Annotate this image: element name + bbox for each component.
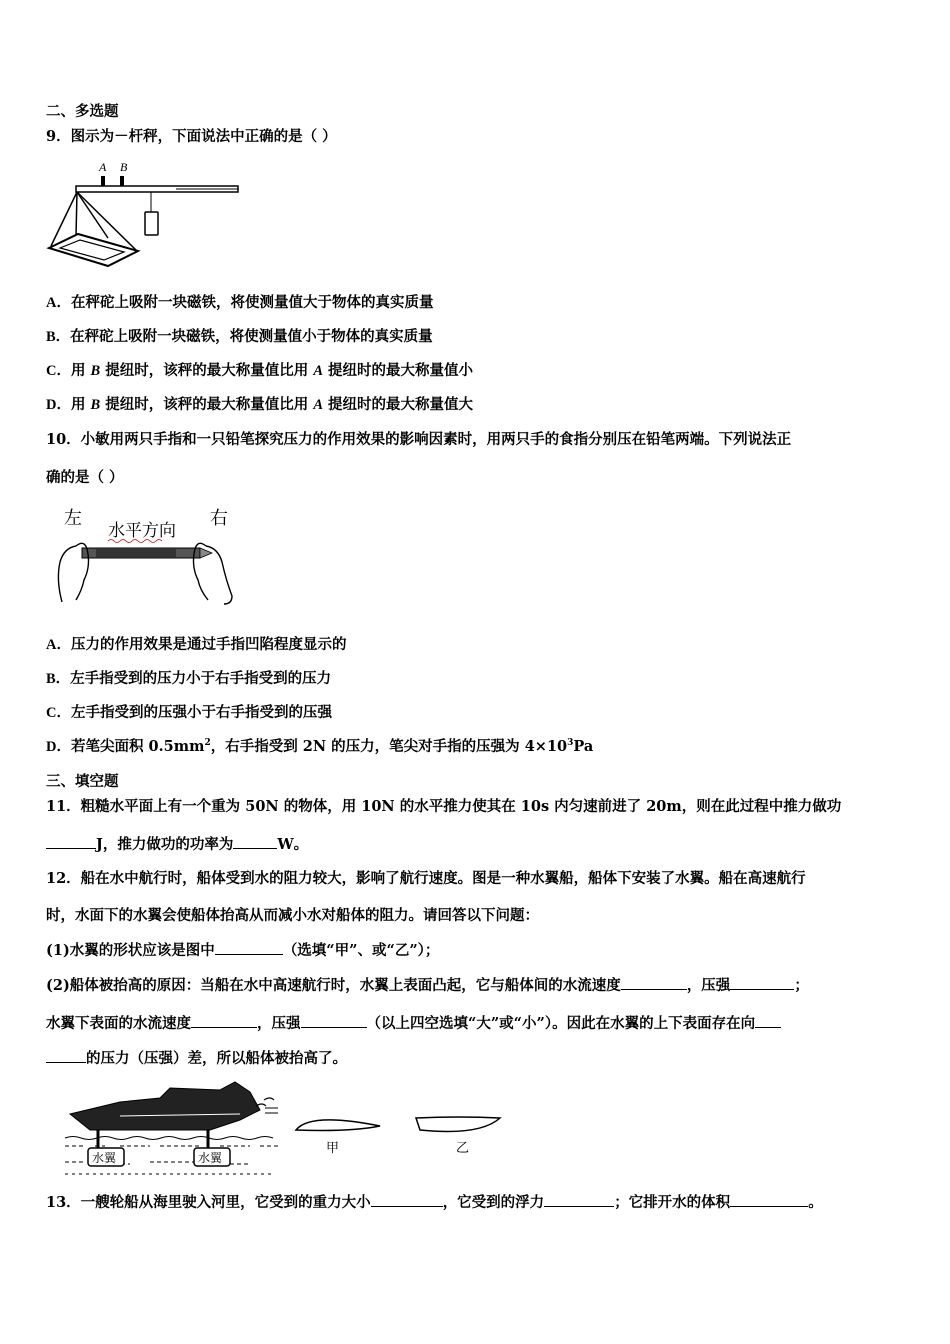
question-12-sub4 <box>46 1048 347 1069</box>
q10-option-a[interactable] <box>46 635 346 655</box>
question-12-sub2 <box>46 975 809 996</box>
option-text: 提纽时的最大称量值大 <box>323 396 474 413</box>
option-text: ，右手指受到 2N 的压力，笔尖对手指的压强为 4×10 <box>210 738 568 755</box>
option-text: 提纽时，该秤的最大称量值比用 <box>100 362 314 379</box>
option-text: 左手指受到的压强小于右手指受到的压强 <box>70 704 332 721</box>
answer-blank[interactable] <box>233 834 277 849</box>
question-text: ，压强 <box>257 1015 301 1032</box>
shape-jia-label: 甲 <box>326 1141 340 1156</box>
option-label: C． <box>46 705 71 721</box>
section-heading-multi-choice: 二、多选题 <box>46 103 119 120</box>
section-heading-fill-blank: 三、填空题 <box>46 773 119 790</box>
option-text: 用 <box>70 362 91 379</box>
answer-blank[interactable] <box>191 1013 257 1028</box>
option-text: 提纽时，该秤的最大称量值比用 <box>100 396 314 413</box>
question-text: ；它排开水的体积 <box>614 1194 731 1211</box>
hook-a-label: A <box>99 160 107 174</box>
option-text: 在秤砣上吸附一块磁铁，将使测量值大于物体的真实质量 <box>70 294 434 311</box>
horizontal-direction-label: 水平方向 <box>108 521 176 541</box>
option-text: 左手指受到的压力小于右手指受到的压力 <box>70 670 332 687</box>
answer-blank[interactable] <box>544 1192 614 1207</box>
variable-a: A <box>313 397 323 413</box>
question-12-line1: 12．船在水中航行时，船体受到水的阻力较大，影响了航行速度。图是一种水翼船，船体下安装了水翼。船在高速航行 <box>46 870 806 887</box>
question-text: (2)船体被抬高的原因：当船在水中高速航行时，水翼上表面凸起，它与船体间的水流速度 <box>46 977 621 994</box>
question-text: 水翼下表面的水流速度 <box>46 1015 191 1032</box>
q10-option-b[interactable] <box>46 669 331 689</box>
option-label: B． <box>46 329 71 345</box>
foil-left-label: 水翼 <box>92 1151 117 1165</box>
superscript: 3 <box>567 738 574 749</box>
question-text: 13．一艘轮船从海里驶入河里，它受到的重力大小 <box>46 1194 371 1211</box>
q10-option-c[interactable] <box>46 703 332 723</box>
variable-a: A <box>313 363 323 379</box>
answer-blank[interactable] <box>301 1013 367 1028</box>
shape-yi-label: 乙 <box>456 1141 470 1156</box>
foil-right-label: 水翼 <box>198 1151 223 1165</box>
hydrofoil-boat-figure <box>60 1080 510 1180</box>
option-text: 压力的作用效果是通过手指凹陷程度显示的 <box>70 636 347 653</box>
option-label: A． <box>46 637 71 653</box>
variable-b: B <box>90 397 101 413</box>
question-text: ； <box>794 977 809 994</box>
option-label: C． <box>46 363 71 379</box>
left-label: 左 <box>64 508 82 529</box>
q9-option-d[interactable] <box>46 395 473 415</box>
q9-option-c[interactable] <box>46 361 473 381</box>
question-text: (1)水翼的形状应该是图中 <box>46 942 215 959</box>
answer-blank[interactable] <box>730 1192 808 1207</box>
option-label: D． <box>46 739 71 755</box>
option-text: 提纽时的最大称量值小 <box>323 362 474 379</box>
question-12-sub3 <box>46 1013 781 1034</box>
option-label: D． <box>46 397 71 413</box>
question-text: 的压力（压强）差，所以船体被抬高了。 <box>86 1050 347 1067</box>
question-text: （选填“甲”、或“乙”）； <box>282 942 440 959</box>
question-9-stem: 9．图示为－杆秤，下面说法中正确的是（ ） <box>46 128 337 145</box>
q9-option-b[interactable] <box>46 327 433 347</box>
question-text: ，它受到的浮力 <box>442 1194 545 1211</box>
question-13 <box>46 1192 823 1213</box>
option-label: A． <box>46 295 71 311</box>
option-text: 在秤砣上吸附一块磁铁，将使测量值小于物体的真实质量 <box>70 328 433 345</box>
steelyard-figure <box>46 156 246 271</box>
hook-b-label: B <box>120 160 128 174</box>
option-label: B． <box>46 671 71 687</box>
superscript: 2 <box>204 738 211 749</box>
question-12-line2: 时，水面下的水翼会使船体抬高从而减小水对船体的阻力。请回答以下问题： <box>46 907 539 924</box>
option-text: 用 <box>70 396 91 413</box>
answer-blank[interactable] <box>371 1192 443 1207</box>
pencil-fingers-figure <box>46 500 246 610</box>
question-text: ，压强 <box>686 977 731 994</box>
right-label: 右 <box>210 508 228 529</box>
question-text: （以上四空选填“大”或“小”）。因此在水翼的上下表面存在向 <box>366 1015 756 1032</box>
option-text: 若笔尖面积 0.5mm <box>70 738 205 755</box>
q9-option-a[interactable] <box>46 293 433 313</box>
question-12-sub1 <box>46 940 439 961</box>
question-10-stem-line2: 确的是（ ） <box>46 469 124 486</box>
answer-blank[interactable] <box>730 975 794 990</box>
answer-blank[interactable] <box>621 975 687 990</box>
question-11-line2 <box>46 834 308 855</box>
variable-b: B <box>90 363 101 379</box>
q10-option-d[interactable] <box>46 737 593 757</box>
answer-blank[interactable] <box>46 1048 86 1063</box>
answer-blank[interactable] <box>755 1013 781 1028</box>
question-11-line1: 11．粗糙水平面上有一个重为 50N 的物体，用 10N 的水平推力使其在 10s 内匀速前进了 20m，则在此过程中推力做功 <box>46 798 842 815</box>
question-10-stem-line1: 10．小敏用两只手指和一只铅笔探究压力的作用效果的影响因素时，用两只手的食指分别压在铅笔两端。下列说法正 <box>46 431 792 448</box>
question-text: 。 <box>808 1194 823 1211</box>
answer-blank[interactable] <box>215 940 283 955</box>
question-text: J，推力做功的功率为 <box>96 836 234 853</box>
answer-blank[interactable] <box>46 834 96 849</box>
question-text: W。 <box>277 836 309 853</box>
option-text: Pa <box>573 738 594 755</box>
